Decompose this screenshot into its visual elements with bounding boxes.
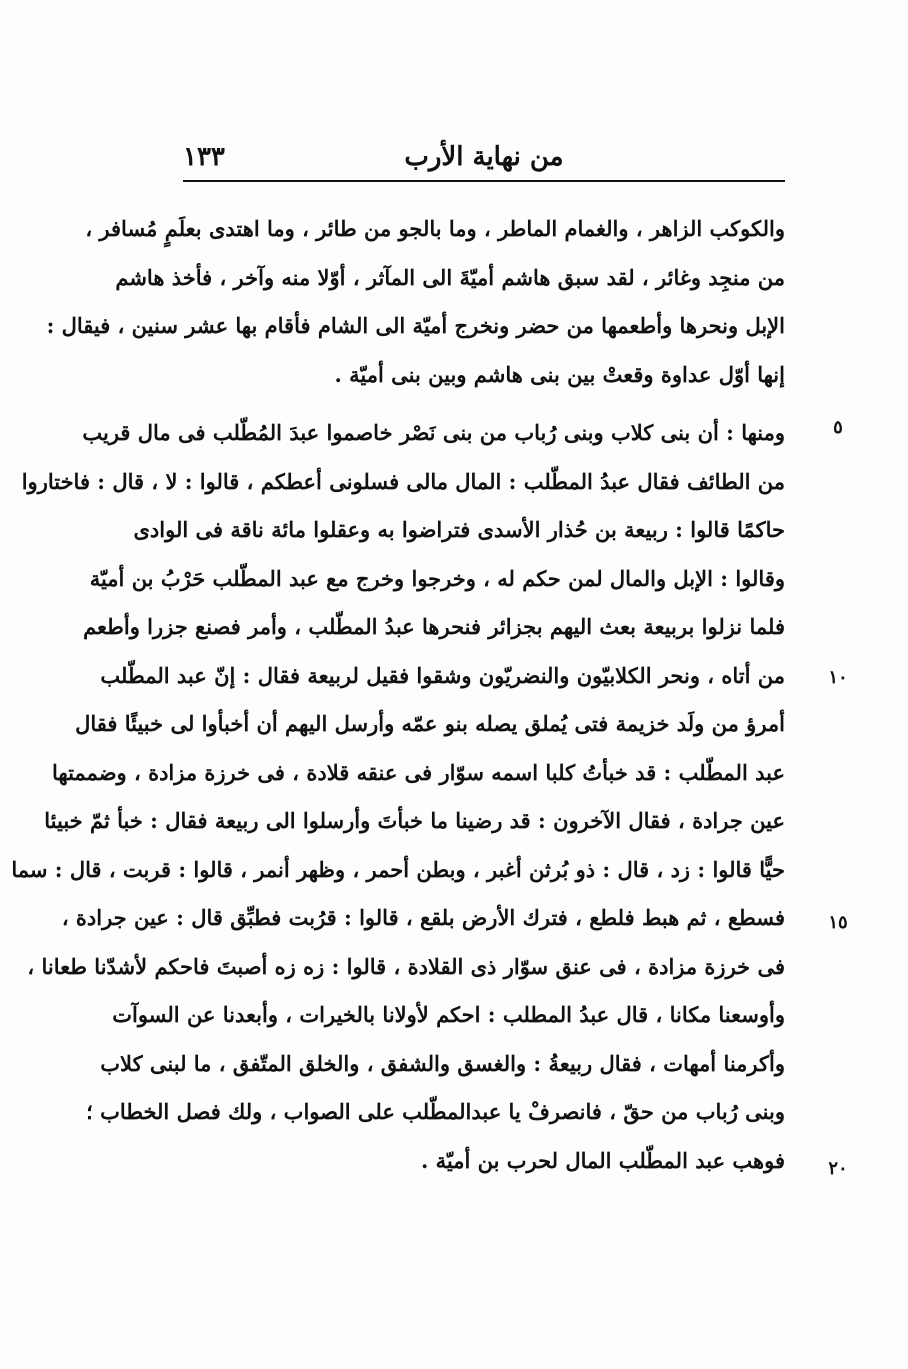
text-line: أمرؤ من ولَد خزيمة فتى يُملق يصله بنو عمّه وأرسل اليهم أن أخبأوا لى خبيئًا فقال <box>75 711 785 736</box>
text-line: حيًّا قالوا : زد ، قال : ذو بُرثن أغبر ، وبطن أحمر ، وظهر أنمر ، قالوا : قربت ، قال : سما <box>11 856 785 882</box>
text-line: عبد المطّلب : قد خبأتُ كلبا اسمه سوّار فى عنقه قلادة ، فى خرزة مزادة ، وضممتها <box>52 759 785 785</box>
paragraph <box>11 409 785 1185</box>
text-line: وأكرمنا أمهات ، فقال ربيعةُ : والغسق والشفق ، والخلق المتّفق ، ما لبنى كلاب <box>100 1050 785 1076</box>
text-line: فلما نزلوا بربيعة بعث اليهم بجزائر فنحرها عبدُ المطّلب ، وأمر فصنع جزرا وأطعم <box>83 614 785 639</box>
line-number-marker: ١٥ <box>828 912 848 933</box>
text-line: من منجِد وغائر ، لقد سبق هاشم أميّةَ الى المآثر ، أوّلا منه وآخر ، فأخذ هاشم <box>115 264 785 290</box>
text-line: حاكمًا قالوا : ربيعة بن حُذار الأسدى فتراضوا به وعقلوا مائة ناقة فى الوادى <box>133 517 785 542</box>
text-line: وأوسعنا مكانا ، قال عبدُ المطلب : احكم لأولانا بالخيرات ، وأبعدنا عن السوآت <box>112 1002 785 1027</box>
page-header <box>183 142 785 172</box>
text-line: الإبل ونحرها وأطعمها من حضر ونخرج أميّة الى الشام فأقام بها عشر سنين ، فيقال : <box>46 313 785 338</box>
text-line: فوهب عبد المطّلب المال لحرب بن أميّة . <box>421 1147 785 1173</box>
text-line: فسطع ، ثم هبط فلطع ، فترك الأرض بلقع ، قالوا : قرُبت فطبِّق قال : عين جرادة ، <box>61 905 785 930</box>
paragraph <box>46 205 785 399</box>
header-rule <box>183 180 785 182</box>
body-text <box>11 205 785 1185</box>
text-line: فى خرزة مزادة ، فى عنق سوّار ذى القلادة ، قالوا : زه زه أصبتَ فاحكم لأشدّنا طعانا ، <box>27 953 785 979</box>
text-line: وبنى رُباب من حقّ ، فانصرفْ يا عبدالمطّلب على الصواب ، ولك فصل الخطاب ؛ <box>86 1099 785 1124</box>
paragraph-gap <box>183 399 785 409</box>
text-line: ومنها : أن بنى كلاب وبنى رُباب من بنى نَصْر خاصموا عبدَ المُطّلب فى مال قريب <box>82 420 785 445</box>
text-line: من أتاه ، ونحر الكلابيّون والنضريّون وشقوا فقيل لربيعة فقال : إنّ عبد المطّلب <box>100 662 785 688</box>
text-line: والكوكب الزاهر ، والغمام الماطر ، وما بالجو من طائر ، وما اهتدى بعلَمٍ مُسافر ، <box>85 216 785 241</box>
running-title: من نهاية الأرب <box>404 142 564 172</box>
text-line: من الطائف فقال عبدُ المطّلب : المال مالى فسلونى أعطكم ، قالوا : لا ، قال : فاختاروا <box>21 468 785 494</box>
text-line: عين جرادة ، فقال الآخرون : قد رضينا ما خبأتَ وأرسلوا الى ربيعة فقال : خبأ ثمّ خبيئا <box>44 808 785 833</box>
text-line: وقالوا : الإبل والمال لمن حكم له ، وخرجوا وخرج مع عبد المطّلب حَرْبُ بن أميّة <box>89 565 785 591</box>
line-number-marker: ٥ <box>833 417 843 438</box>
line-number-marker: ١٠ <box>828 667 848 688</box>
text-line: إنها أوّل عداوة وقعتْ بين بنى هاشم وبين بنى أميّة . <box>334 361 785 387</box>
line-number-marker: ٢٠ <box>828 1158 848 1179</box>
page-number: ١٣٣ <box>183 142 225 172</box>
